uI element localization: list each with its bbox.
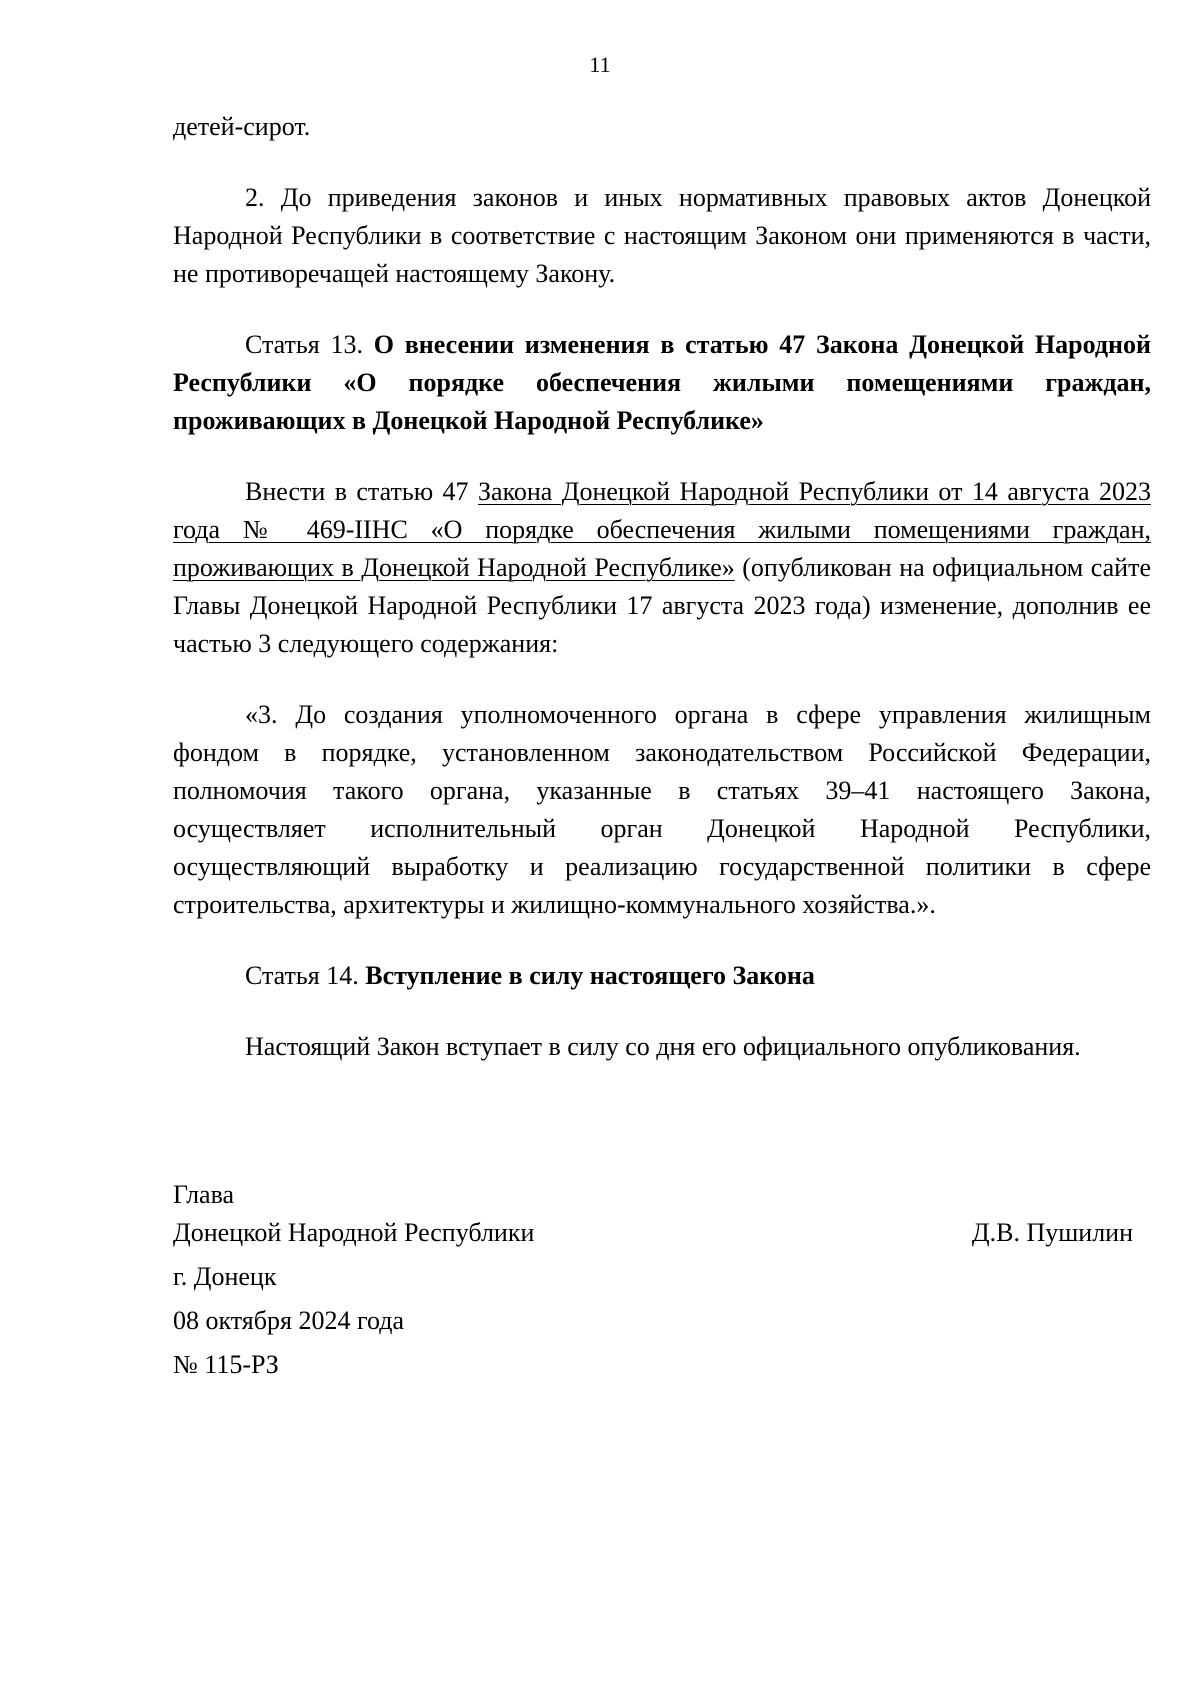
article-13-quote: «3. До создания уполномоченного органа в сфере управления жилищным фондом в порядке, установленном законодательством Российской Федерации, полномочия такого органа, указанные в статьях 39–41 настоящего Закона, осуществляет исполнительный орган Донецкой Народной Республики, осуществляющий выработку и реализацию государственной политики в сфере строительства, архитектуры и жилищно-коммунального хозяйства.». <box>173 700 1151 919</box>
signature-position-line1: Глава <box>173 1180 235 1209</box>
paragraph-item-2: 2. До приведения законов и иных нормативных правовых актов Донецкой Народной Республики в соответствие с настоящим Законом они применяются в части, не противоречащей настоящему Закону. <box>173 183 1151 288</box>
article-14-prefix: Статья 14. <box>245 961 366 990</box>
signature-row <box>173 1214 1151 1252</box>
signature-position-line2: Донецкой Народной Республики <box>173 1218 535 1247</box>
signatory-name: Д.В. Пушилин <box>971 1218 1133 1247</box>
article-13-body-end: (опубликован на официальном сайте Главы Донецкой Народной Республики 17 августа 2023 года) изменение, дополнив ее частью 3 следующего содержания: <box>173 553 1151 658</box>
signature-block <box>173 1176 1151 1384</box>
article-13-prefix: Статья 13. <box>245 330 374 359</box>
continuation-text: детей-сирот. <box>173 112 311 141</box>
article-13-heading <box>173 326 1151 440</box>
article-13-title: О внесении изменения в статью 47 Закона Донецкой Народной Республики «О порядке обеспечения жилыми помещениями граждан, проживающих в Донецкой Народной Республике» <box>173 330 1151 435</box>
law-reference-link[interactable]: Закона Донецкой Народной Республики от 14 августа 2023 года № 469-IIНС «О порядке обеспечения жилыми помещениями граждан, проживающих в Донецкой Народной Республике» <box>173 477 1151 582</box>
article-14-heading <box>173 957 1151 995</box>
signature-date: 08 октября 2024 года <box>173 1306 404 1335</box>
page-number: 11 <box>589 52 611 77</box>
document-body <box>173 108 1151 1384</box>
article-14-title: Вступление в силу настоящего Закона <box>365 961 815 990</box>
article-14-body: Настоящий Закон вступает в силу со дня его официального опубликования. <box>245 1032 1081 1061</box>
article-13-body-start: Внести в статью 47 <box>245 477 478 506</box>
signature-city: г. Донецк <box>173 1262 277 1291</box>
law-number: № 115-РЗ <box>173 1350 279 1379</box>
article-13-body <box>173 473 1151 663</box>
